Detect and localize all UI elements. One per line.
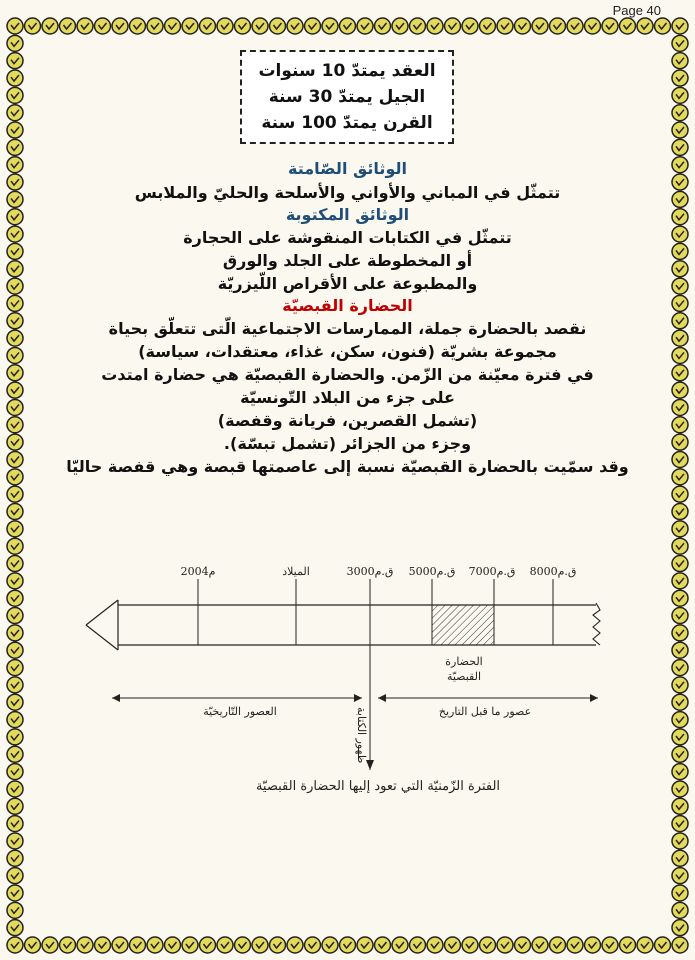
border-clock-icon (322, 937, 338, 953)
border-clock-icon (340, 937, 356, 953)
definition-decade: العقد يمتدّ 10 سنوات (258, 61, 436, 81)
border-clock-icon (165, 18, 181, 34)
border-clock-icon (567, 18, 583, 34)
main-content (40, 158, 655, 478)
border-clock-icon (147, 18, 163, 34)
writing-appearance-label: ظهور الكتابة (355, 707, 368, 764)
border-clock-icon (497, 18, 513, 34)
label-3000bc: 3000ق.م (346, 565, 394, 578)
border-clock-icon (7, 469, 23, 485)
definition-generation: الجيل يمتدّ 30 سنة (268, 87, 426, 107)
border-clock-icon (7, 868, 23, 884)
border-clock-icon (252, 937, 268, 953)
border-clock-icon (305, 937, 321, 953)
border-clock-icon (217, 18, 233, 34)
border-clock-icon (567, 937, 583, 953)
border-clock-icon (60, 18, 76, 34)
border-clock-icon (672, 868, 688, 884)
border-clock-icon (375, 18, 391, 34)
capsian-line: في فترة معيّنة من الزّمن. والحضارة القبصيّة هي حضارة امتدت (101, 365, 594, 384)
border-clock-icon (95, 18, 111, 34)
border-clock-icon (410, 18, 426, 34)
label-5000bc: 5000ق.م (408, 565, 456, 578)
border-clock-icon (322, 18, 338, 34)
label-8000bc: 8000ق.م (529, 565, 577, 578)
border-clock-icon (672, 365, 688, 381)
border-clock-icon (655, 937, 671, 953)
border-clock-icon (672, 174, 688, 190)
timeline-diagram (0, 555, 695, 825)
border-clock-icon (7, 191, 23, 207)
border-clock-icon (427, 18, 443, 34)
border-clock-icon (585, 18, 601, 34)
capsian-line: مجموعة بشريّة (فنون، سكن، غذاء، معتقدات، سياسة) (138, 342, 557, 361)
border-clock-icon (147, 937, 163, 953)
border-clock-icon (200, 18, 216, 34)
timeline-caption: الفترة الزّمنيّة التي تعود إليها الحضارة القبصيّة (255, 779, 501, 794)
border-clock-icon (410, 937, 426, 953)
border-clock-icon (7, 139, 23, 155)
silent-docs-text: تتمثّل في المباني والأواني والأسلحة والحليّ والملابس (134, 183, 561, 202)
border-clock-icon (42, 18, 58, 34)
border-clock-icon (672, 434, 688, 450)
border-clock-icon (287, 937, 303, 953)
border-clock-icon (7, 833, 23, 849)
border-clock-icon (392, 937, 408, 953)
border-clock-icon (532, 937, 548, 953)
border-clock-icon (182, 937, 198, 953)
definition-century: القرن يمتدّ 100 سنة (261, 113, 433, 133)
border-clock-icon (480, 937, 496, 953)
border-clock-icon (7, 243, 23, 259)
border-clock-icon (270, 18, 286, 34)
border-clock-icon (602, 18, 618, 34)
label-birth: الميلاد (282, 565, 310, 578)
border-clock-icon (672, 885, 688, 901)
border-clock-icon (7, 18, 23, 34)
border-clock-icon (235, 937, 251, 953)
border-clock-icon (585, 937, 601, 953)
border-clock-icon (445, 937, 461, 953)
capsian-label-line1: الحضارة (445, 655, 483, 668)
border-clock-icon (7, 278, 23, 294)
border-clock-icon (515, 18, 531, 34)
capsian-line: على جزء من البلاد التّونسيّة (240, 388, 455, 407)
border-clock-icon (7, 382, 23, 398)
border-clock-icon (340, 18, 356, 34)
written-docs-line: أو المخطوطة على الجلد والورق (222, 251, 473, 270)
border-clock-icon (655, 18, 671, 34)
border-clock-icon (182, 18, 198, 34)
border-clock-icon (672, 937, 688, 953)
border-clock-icon (60, 937, 76, 953)
border-clock-icon (672, 382, 688, 398)
border-clock-icon (270, 937, 286, 953)
border-clock-icon (7, 399, 23, 415)
border-clock-icon (112, 937, 128, 953)
capsian-period-block (432, 605, 494, 645)
capsian-line: وجزء من الجزائر (تشمل تبسّة). (223, 434, 472, 453)
border-clock-icon (7, 417, 23, 433)
border-clock-icon (672, 226, 688, 242)
border-clock-icon (7, 226, 23, 242)
border-clock-icon (252, 18, 268, 34)
border-clock-icon (672, 295, 688, 311)
border-clock-icon (672, 504, 688, 520)
border-clock-icon (130, 937, 146, 953)
border-clock-icon (7, 521, 23, 537)
border-clock-icon (637, 18, 653, 34)
border-clock-icon (7, 937, 23, 953)
border-clock-icon (7, 295, 23, 311)
border-clock-icon (7, 347, 23, 363)
border-clock-icon (7, 174, 23, 190)
border-clock-icon (7, 35, 23, 51)
border-clock-icon (305, 18, 321, 34)
border-clock-icon (550, 937, 566, 953)
border-clock-icon (7, 885, 23, 901)
border-clock-icon (672, 486, 688, 502)
border-clock-icon (602, 937, 618, 953)
written-docs-title: الوثائق المكتوبة (285, 205, 410, 224)
border-clock-icon (672, 261, 688, 277)
border-clock-icon (7, 920, 23, 936)
border-clock-icon (42, 937, 58, 953)
definitions-box (240, 50, 454, 144)
border-clock-icon (672, 35, 688, 51)
border-clock-icon (357, 18, 373, 34)
capsian-line: وقد سمّيت بالحضارة القبصيّة نسبة إلى عاصمتها قبصة وهي قفصة حاليّا (66, 457, 629, 476)
border-clock-icon (672, 850, 688, 866)
border-clock-icon (7, 53, 23, 69)
border-clock-icon (515, 937, 531, 953)
border-clock-icon (672, 278, 688, 294)
border-clock-icon (165, 937, 181, 953)
silent-docs-title: الوثائق الصّامتة (288, 159, 407, 178)
border-clock-icon (77, 18, 93, 34)
capsian-line: (تشمل القصرين، فريانة وقفصة) (217, 411, 478, 430)
border-clock-icon (620, 937, 636, 953)
border-clock-icon (480, 18, 496, 34)
written-docs-line: تتمثّل في الكتابات المنقوشة على الحجارة (183, 228, 512, 247)
border-clock-icon (7, 850, 23, 866)
period-arrows (112, 685, 598, 770)
border-clock-icon (130, 18, 146, 34)
border-clock-icon (7, 105, 23, 121)
border-clock-icon (7, 313, 23, 329)
border-clock-icon (672, 521, 688, 537)
border-clock-icon (7, 261, 23, 277)
border-clock-icon (392, 18, 408, 34)
border-clock-icon (672, 833, 688, 849)
border-clock-icon (7, 330, 23, 346)
border-clock-icon (672, 902, 688, 918)
border-clock-icon (497, 937, 513, 953)
border-clock-icon (672, 191, 688, 207)
label-7000bc: 7000ق.م (468, 565, 516, 578)
border-clock-icon (672, 209, 688, 225)
border-clock-icon (672, 399, 688, 415)
border-clock-icon (25, 937, 41, 953)
capsian-line: نقصد بالحضارة جملة، الممارسات الاجتماعية الّتى تتعلّق بحياة (108, 319, 587, 338)
border-clock-icon (7, 365, 23, 381)
border-clock-icon (77, 937, 93, 953)
border-clock-icon (7, 538, 23, 554)
border-clock-icon (672, 70, 688, 86)
border-clock-icon (462, 937, 478, 953)
border-clock-icon (357, 937, 373, 953)
border-clock-icon (550, 18, 566, 34)
label-2004: 2004م (180, 565, 216, 578)
border-clock-icon (532, 18, 548, 34)
border-clock-icon (620, 18, 636, 34)
border-clock-icon (672, 451, 688, 467)
border-clock-icon (287, 18, 303, 34)
prehistoric-ages-label: عصور ما قبل التاريخ (438, 705, 532, 718)
border-clock-icon (7, 157, 23, 173)
border-clock-icon (25, 18, 41, 34)
border-clock-icon (672, 538, 688, 554)
border-clock-icon (112, 18, 128, 34)
border-clock-icon (672, 53, 688, 69)
border-clock-icon (672, 920, 688, 936)
border-clock-icon (7, 434, 23, 450)
border-clock-icon (217, 937, 233, 953)
border-clock-icon (7, 902, 23, 918)
border-clock-icon (7, 504, 23, 520)
border-clock-icon (7, 451, 23, 467)
border-clock-icon (672, 330, 688, 346)
border-clock-icon (427, 937, 443, 953)
border-clock-icon (672, 243, 688, 259)
border-clock-icon (462, 18, 478, 34)
border-clock-icon (672, 347, 688, 363)
border-clock-icon (637, 937, 653, 953)
border-clock-icon (95, 937, 111, 953)
border-clock-icon (672, 122, 688, 138)
border-clock-icon (7, 122, 23, 138)
border-clock-icon (445, 18, 461, 34)
border-clock-icon (7, 70, 23, 86)
border-clock-icon (375, 937, 391, 953)
border-clock-icon (672, 105, 688, 121)
historic-ages-label: العصور التّاريخيّة (203, 705, 277, 718)
capsian-title: الحضارة القبصيّة (282, 296, 413, 315)
border-clock-icon (7, 486, 23, 502)
border-clock-icon (235, 18, 251, 34)
timeline-band (86, 579, 600, 685)
border-clock-icon (672, 87, 688, 103)
written-docs-line: والمطبوعة على الأقراص اللّيزريّة (217, 274, 478, 293)
border-clock-icon (7, 87, 23, 103)
border-clock-icon (672, 313, 688, 329)
page-number: Page 40 (612, 3, 661, 18)
border-clock-icon (672, 139, 688, 155)
capsian-label-line2: القبصيّة (446, 670, 482, 683)
border-clock-icon (200, 937, 216, 953)
border-clock-icon (672, 417, 688, 433)
border-clock-icon (672, 18, 688, 34)
border-clock-icon (7, 209, 23, 225)
border-clock-icon (672, 469, 688, 485)
border-clock-icon (672, 157, 688, 173)
